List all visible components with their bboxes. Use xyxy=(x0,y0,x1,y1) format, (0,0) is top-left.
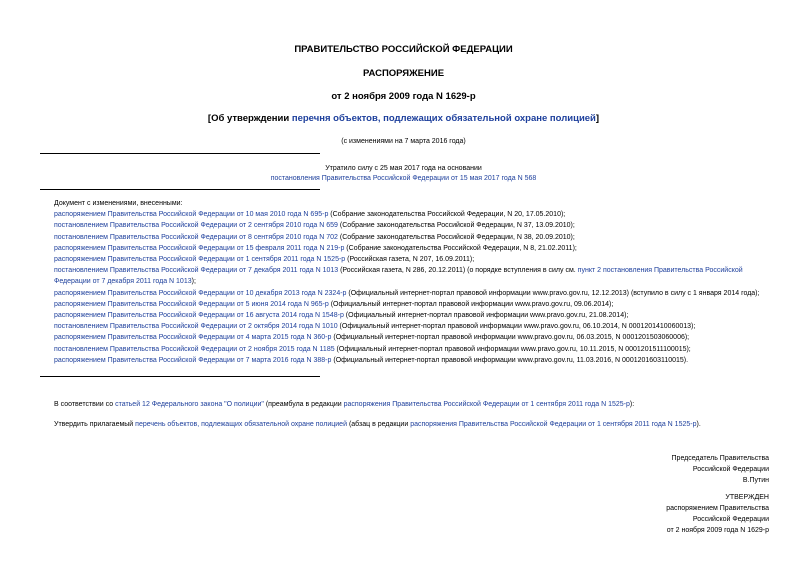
preamble-text-1: В соответствии со xyxy=(54,401,116,408)
edit-document-link[interactable]: распоряжением Правительства Российской Федерации от 4 марта 2015 года N 360-р xyxy=(54,334,332,342)
edit-list-item xyxy=(40,288,772,299)
edit-document-link[interactable]: постановлением Правительства Российской Федерации от 2 октября 2014 года N 1010 xyxy=(54,323,338,331)
preamble-text-2: (преамбула в редакции xyxy=(263,401,344,408)
edits-list xyxy=(40,198,772,366)
approve-text-2: (абзац в редакции xyxy=(347,421,411,428)
edit-document-link[interactable]: постановлением Правительства Российской Федерации от 8 сентября 2010 года N 702 xyxy=(54,233,338,241)
edit-document-link[interactable]: постановлением Правительства Российской Федерации от 2 сентября 2010 года N 659 xyxy=(54,222,338,230)
edit-document-link[interactable]: распоряжением Правительства Российской Федерации от 16 августа 2014 года N 1548-р xyxy=(54,312,344,320)
signature-name: В.Путин xyxy=(742,477,769,484)
edit-list-item xyxy=(40,332,772,343)
approved-line-4: от 2 ноября 2009 года N 1629-р xyxy=(666,527,769,534)
approve-text-1: Утвердить прилагаемый xyxy=(54,421,136,428)
edit-list-item xyxy=(40,254,772,265)
divider-top xyxy=(40,153,320,154)
government-heading: ПРАВИТЕЛЬСТВО РОССИЙСКОЙ ФЕДЕРАЦИИ xyxy=(294,44,513,55)
approved-line-3: Российской Федерации xyxy=(692,516,769,523)
edit-note-link[interactable]: пункт 2 постановления Правительства Российской Федерации от 7 декабря 2011 года N 1013 xyxy=(54,267,743,286)
law-article-link[interactable]: статьей 12 Федерального закона "О полиции" xyxy=(115,401,264,408)
edit-list-item xyxy=(40,232,772,243)
lost-force-block xyxy=(220,164,587,184)
edit-source-text: (Собрание законодательства Российской Федерации, N 20, 17.05.2010); xyxy=(328,211,566,219)
lost-force-link[interactable]: постановления Правительства Российской Федерации от 15 мая 2017 года N 568 xyxy=(270,175,537,182)
edit-source-text: (Официальный интернет-портал правовой информации www.pravo.gov.ru, 09.06.2014); xyxy=(328,300,614,308)
edit-source-text: (Официальный интернет-портал правовой информации www.pravo.gov.ru, 10.11.2015, N 0001201511100015); xyxy=(334,345,691,353)
document-title xyxy=(0,113,807,124)
edit-source-text: (Официальный интернет-портал правовой информации www.pravo.gov.ru, 11.03.2016, N 0001201603110015). xyxy=(331,356,689,364)
edit-document-link[interactable]: распоряжением Правительства Российской Федерации от 7 марта 2016 года N 388-р xyxy=(54,356,332,364)
objects-list-link[interactable]: перечень объектов, подлежащих обязательной охране полицией xyxy=(135,421,347,428)
edit-document-link[interactable]: распоряжением Правительства Российской Федерации от 5 июня 2014 года N 965-р xyxy=(54,300,329,308)
edit-source-text: (Собрание законодательства Российской Федерации, N 38, 20.09.2010); xyxy=(337,233,575,241)
edit-list-item xyxy=(40,299,772,310)
paragraph-approve xyxy=(40,419,772,430)
signature-country: Российской Федерации xyxy=(692,466,769,473)
approve-edit-link[interactable]: распоряжения Правительства Российской Федерации от 1 сентября 2011 года N 1525-р xyxy=(410,421,697,428)
edit-source-text: (Собрание законодательства Российской Федерации, N 37, 13.09.2010); xyxy=(337,222,575,230)
edit-document-link[interactable]: постановлением Правительства Российской Федерации от 7 декабря 2011 года N 1013 xyxy=(54,267,339,275)
preamble-edit-link[interactable]: распоряжения Правительства Российской Федерации от 1 сентября 2011 года N 1525-р xyxy=(343,401,630,408)
edit-source-text: (Официальный интернет-портал правовой информации www.pravo.gov.ru, 06.03.2015, N 0001201503060006); xyxy=(331,334,690,342)
approved-line-2: распоряжением Правительства xyxy=(666,505,769,512)
edit-document-link[interactable]: постановлением Правительства Российской Федерации от 2 ноября 2015 года N 1185 xyxy=(54,345,335,353)
edit-list-item xyxy=(40,355,772,366)
edit-list-item xyxy=(40,209,772,220)
edit-source-text: (Официальный интернет-портал правовой информации www.pravo.gov.ru, 12.12.2013) (вступило в силу с 1 января 2014 года); xyxy=(346,289,760,297)
divider-middle xyxy=(40,189,320,190)
preamble-text-3: ): xyxy=(629,401,635,408)
edit-note-text: ); xyxy=(191,278,196,286)
title-link[interactable]: перечня объектов, подлежащих обязательной охране полицией xyxy=(291,113,596,124)
lost-force-text: Утратило силу с 25 мая 2017 года на основании xyxy=(325,165,482,172)
edit-source-text: (Российская газета, N 286, 20.12.2011) (о порядке вступления в силу см. xyxy=(338,267,578,275)
edits-intro: Документ с изменениями, внесенными: xyxy=(54,200,183,207)
title-close: ] xyxy=(595,113,600,124)
edit-source-text: (Собрание законодательства Российской Федерации, N 8, 21.02.2011); xyxy=(344,244,577,252)
edit-document-link[interactable]: распоряжением Правительства Российской Федерации от 10 мая 2010 года N 695-р xyxy=(54,211,329,219)
signature-position: Председатель Правительства xyxy=(671,455,769,462)
edit-list-item xyxy=(40,310,772,321)
title-open: [Об утверждении xyxy=(207,113,292,124)
edit-document-link[interactable]: распоряжением Правительства Российской Федерации от 10 декабря 2013 года N 2324-р xyxy=(54,289,347,297)
edit-source-text: (Официальный интернет-портал правовой информации www.pravo.gov.ru, 06.10.2014, N 0001201410060013); xyxy=(337,323,696,331)
amendments-note: (с изменениями на 7 марта 2016 года) xyxy=(341,138,466,145)
edit-list-item xyxy=(40,220,772,231)
edit-list-item xyxy=(40,265,772,287)
divider-bottom xyxy=(40,376,320,377)
paragraph-preamble xyxy=(40,399,772,410)
approve-text-3: ). xyxy=(696,421,701,428)
signature-block xyxy=(672,453,769,486)
approved-block xyxy=(666,492,769,536)
edit-document-link[interactable]: распоряжением Правительства Российской Федерации от 1 сентября 2011 года N 1525-р xyxy=(54,256,346,264)
document-type: РАСПОРЯЖЕНИЕ xyxy=(362,68,445,79)
edit-document-link[interactable]: распоряжением Правительства Российской Федерации от 15 февраля 2011 года N 219-р xyxy=(54,244,345,252)
edit-source-text: (Российская газета, N 207, 16.09.2011); xyxy=(345,256,475,264)
edit-list-item xyxy=(40,321,772,332)
edit-list-item xyxy=(40,243,772,254)
edit-list-item xyxy=(40,344,772,355)
edit-source-text: (Официальный интернет-портал правовой информации www.pravo.gov.ru, 21.08.2014); xyxy=(343,312,629,320)
document-date: от 2 ноября 2009 года N 1629-р xyxy=(331,91,476,102)
approved-heading: УТВЕРЖДЕН xyxy=(725,494,769,501)
